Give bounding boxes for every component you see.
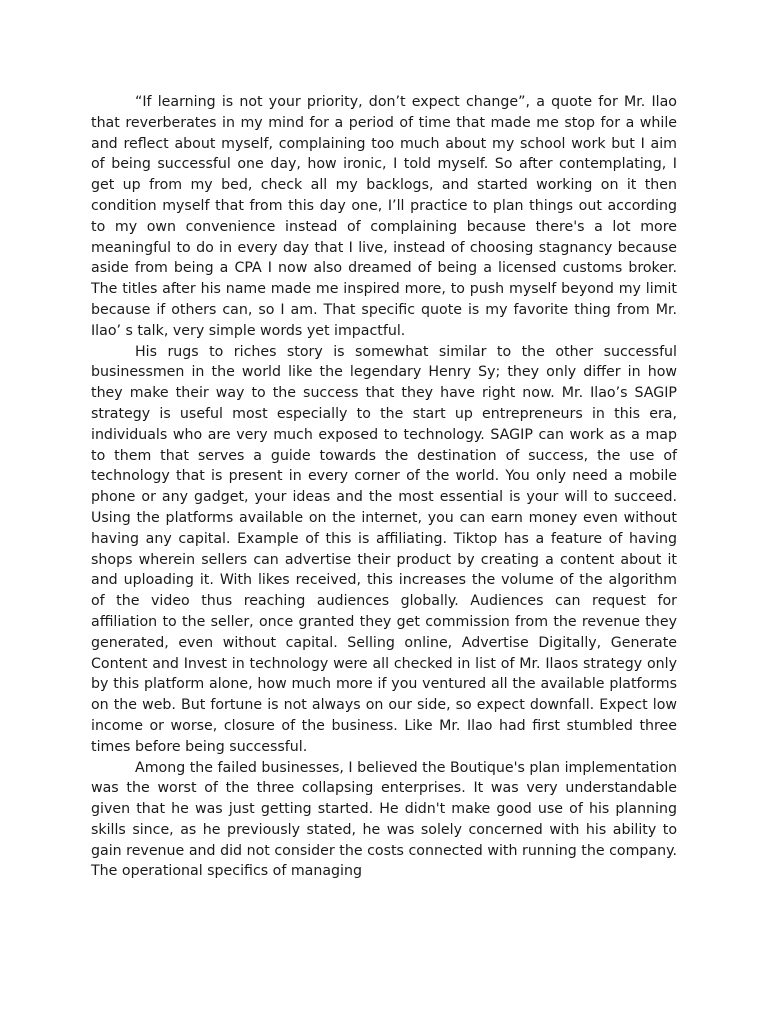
paragraph-quote-reflection: “If learning is not your priority, don’t expect change”, a quote for Mr. Ilao that reverberates in my mind for a period of time that made me stop for a while and reflect about myself, complaining too much about my school work but I aim of being successful one day, how ironic, I told myself. So after contemplating, I get up from my bed, check all my backlogs, and started working on it then condition myself that from this day one, I’ll practice to plan things out according to my own convenience instead of complaining because there's a lot more meaningful to do in every day that I live, instead of choosing stagnancy because aside from being a CPA I now also dreamed of being a licensed customs broker. The titles after his name made me inspired more, to push myself beyond my limit because if others can, so I am. That specific quote is my favorite thing from Mr. Ilao’ s talk, very simple words yet impactful. xyxy=(91,94,677,339)
paragraph-failed-businesses: Among the failed businesses, I believed the Boutique's plan implementation was the worst of the three collapsing enterprises. It was very understandable given that he was just getting started. He didn't make good use of his planning skills since, as he previously stated, he was solely concerned with his ability to gain revenue and did not consider the costs connected with running the company. The operational specifics of managing xyxy=(91,759,677,880)
document-page xyxy=(91,92,677,882)
paragraph-sagip-strategy: His rugs to riches story is somewhat similar to the other successful businessmen in the world like the legendary Henry Sy; they only differ in how they make their way to the success that they have right now. Mr. Ilao’s SAGIP strategy is useful most especially to the start up entrepreneurs in this era, individuals who are very much exposed to technology. SAGIP can work as a map to them that serves a guide towards the destination of success, the use of technology that is present in every corner of the world. You only need a mobile phone or any gadget, your ideas and the most essential is your will to succeed. Using the platforms available on the internet, you can earn money even without having any capital. Example of this is affiliating. Tiktop has a feature of having shops wherein sellers can advertise their product by creating a content about it and uploading it. With likes received, this increases the volume of the algorithm of the video thus reaching audiences globally. Audiences can request for affiliation to the seller, once granted they get commission from the revenue they generated, even without capital. Selling online, Advertise Digitally, Generate Content and Invest in technology were all checked in list of Mr. Ilaos strategy only by this platform alone, how much more if you ventured all the available platforms on the web. But fortune is not always on our side, so expect downfall. Expect low income or worse, closure of the business. Like Mr. Ilao had first stumbled three times before being successful. xyxy=(91,343,677,755)
